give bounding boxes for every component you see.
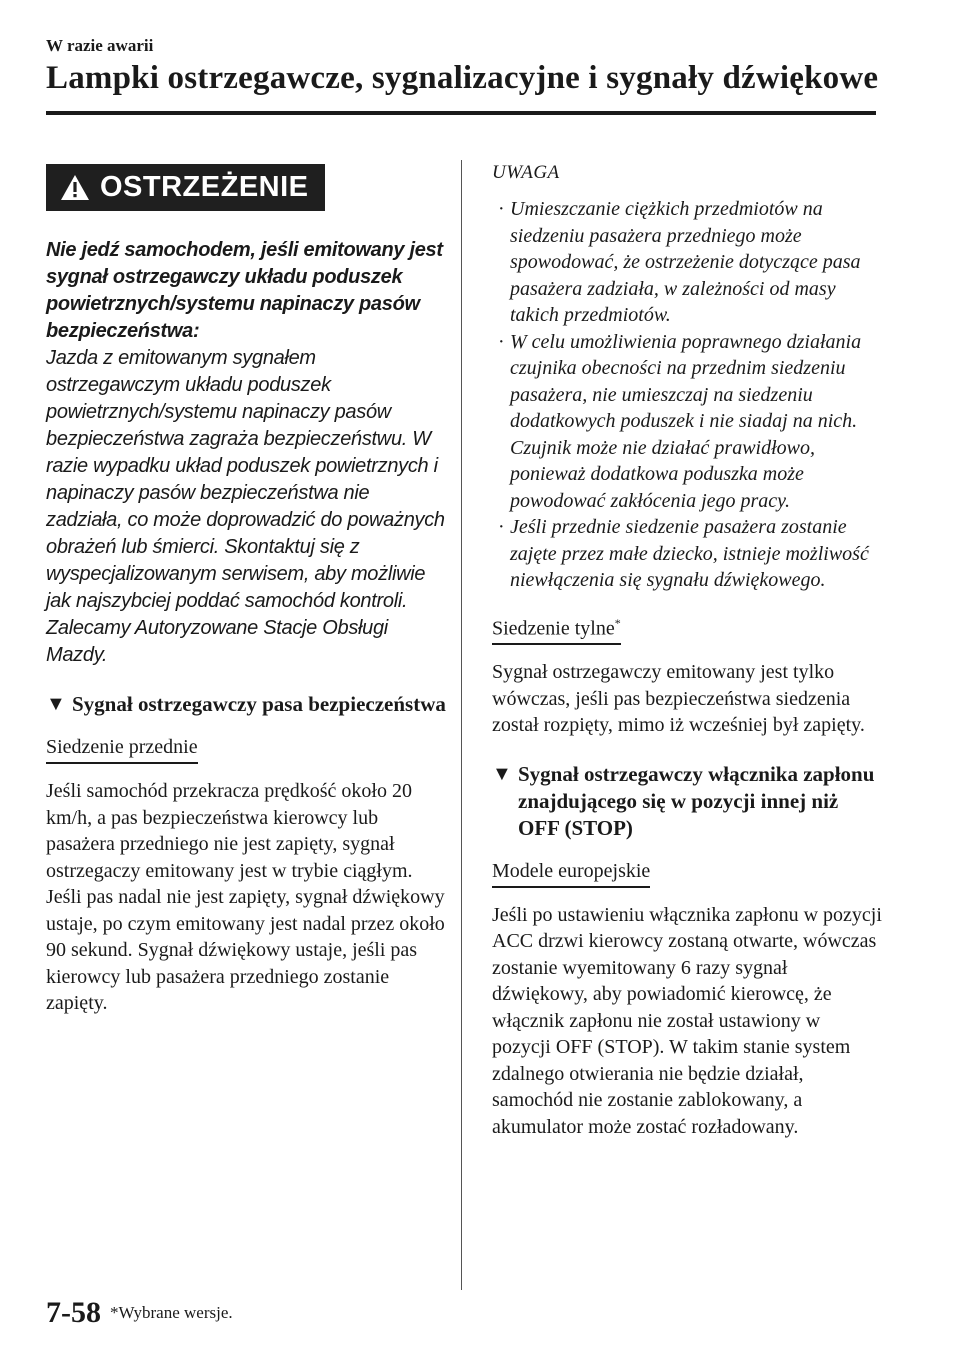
list-item: · Umieszczanie ciężkich przedmiotów na siedzeniu pasażera przedniego może spowodować, że ostrzeżenie dotyczące pasa pasażera zadziała, w zależności od masy takich przedmiotów. [492, 196, 882, 329]
note-label: UWAGA [492, 162, 560, 183]
bullet-icon: · [498, 198, 504, 220]
rear-seat-text: Sygnał ostrzegawczy emitowany jest tylko wówczas, jeśli pas bezpieczeństwa siedzenia został rozpięty, mimo iż wcześniej był zapięty. [492, 661, 865, 737]
bullet-icon: · [498, 330, 504, 353]
page-number: 7-58 [46, 1296, 101, 1329]
warning-triangle-icon [60, 174, 90, 201]
title-rule [46, 111, 876, 115]
front-seat-text: Jeśli samochód przekracza prędkość około 20 km/h, a pas bezpieczeństwa kierowcy lub pasażera przedniego nie jest zapięty, sygnał ostrzegaczy emitowany jest w trybie ciągłym. Jeśli pas nadal nie jest zapięty, sygnał dźwiękowy ustaje, po czym emitowany jest nadal przez około 90 sekund. Sygnał dźwiękowy ustaje, jeśli pas kierowcy lub pasażera przedniego zostanie zapięty. [46, 780, 445, 1014]
european-models-heading: Modele europejskie [492, 858, 650, 888]
list-item: · W celu umożliwienia poprawnego działania czujnika obecności na przednim siedzeniu pasażera, nie umieszczaj na siedzeniu dodatkowych poduszek i nie siadaj na nich. Czujnik może nie działać prawidłowo, ponieważ dodatkowa poduszka może powodować zakłócenia jego pracy. [492, 329, 882, 515]
warning-banner [46, 164, 325, 211]
warning-label: OSTRZEŻENIE [100, 171, 309, 203]
right-column [492, 160, 882, 1140]
bullet-icon: · [498, 516, 504, 538]
page-title: Lampki ostrzegawcze, sygnalizacyjne i sygnały dźwiękowe [46, 60, 879, 96]
list-item: · Jeśli przednie siedzenie pasażera zostanie zajęte przez małe dziecko, istnieje możliwość niewłączenia się sygnału dźwiękowego. [492, 514, 882, 594]
rear-seat-heading: Siedzenie tylne* [492, 610, 621, 646]
optional-asterisk: * [614, 615, 621, 630]
ignition-text: Jeśli po ustawieniu włącznika zapłonu w pozycji ACC drzwi kierowcy zostaną otwarte, wówczas zostanie wyemitowany 6 razy sygnał dźwiękowy, aby powiadomić kierowcę, że włącznik zapłonu nie został ustawiony w pozycji OFF (STOP). W takim stanie system zdalnego otwierania nie będzie działał, samochód nie zostanie zablokowany, a akumulator może zostać rozładowany. [492, 903, 882, 1138]
ignition-heading-text: Sygnał ostrzegawczy włącznika zapłonu znajdującego się w pozycji innej niż OFF (STOP) [518, 761, 875, 840]
warning-body-text: Jazda z emitowanym sygnałem ostrzegawczym układu poduszek powietrznych/systemu napinaczy pasów bezpieczeństwa zagraża bezpieczeństwu. W razie wypadku układ poduszek powietrznych i napinaczy pasów bezpieczeństwa nie zadziała, co może doprowadzić do poważnych obrażeń lub śmierci. Skontaktuj się z wyspecjalizowanym serwisem, aby możliwie jak najszybciej poddać samochód kontroli. Zalecamy Autoryzowane Stacje Obsługi Mazdy. [46, 347, 445, 666]
footnote: *Wybrane wersje. [110, 1303, 233, 1322]
warning-text [46, 237, 446, 669]
ignition-heading [492, 761, 882, 842]
note-list [492, 196, 882, 594]
seatbelt-heading-text: Sygnał ostrzegawczy pasa bezpieczeństwa [72, 692, 446, 716]
left-column [46, 164, 446, 1017]
triangle-bullet-icon: ▼ [46, 693, 66, 715]
section-label: W razie awarii [46, 36, 154, 55]
warning-bold-text: Nie jedź samochodem, jeśli emitowany jest sygnał ostrzegawczy układu poduszek powietrznych/systemu napinaczy pasów bezpieczeństwa: [46, 239, 443, 342]
seatbelt-heading [46, 691, 446, 718]
front-seat-heading: Siedzenie przednie [46, 734, 198, 764]
triangle-bullet-icon: ▼ [492, 762, 512, 785]
column-divider [461, 160, 462, 1290]
